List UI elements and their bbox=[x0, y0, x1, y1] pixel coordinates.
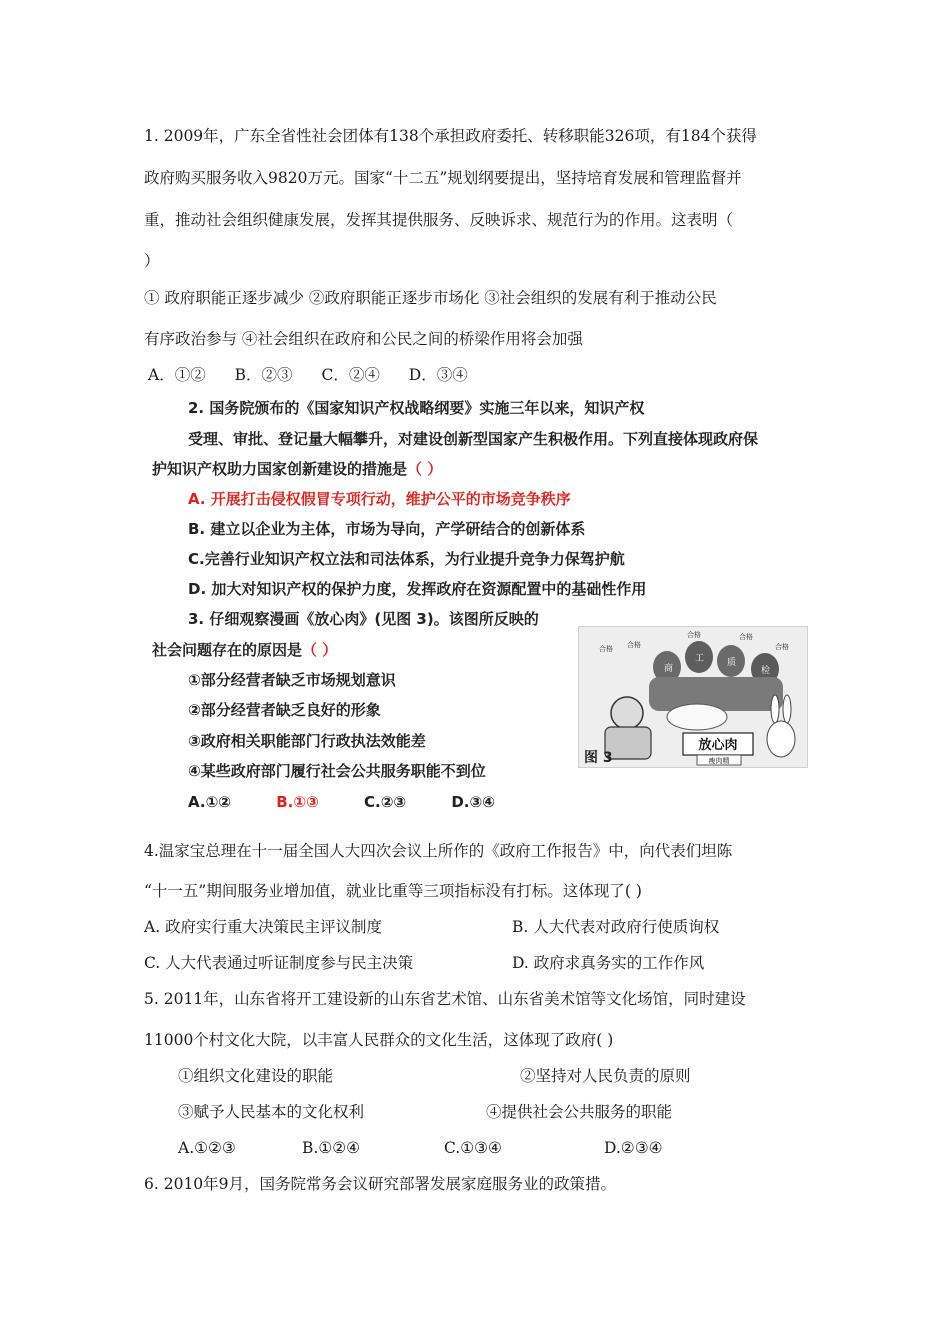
q2-option-a: A. 开展打击侵权假冒专项行动，维护公平的市场竞争秩序 bbox=[188, 490, 571, 508]
q5-line-1: 5. 2011年，山东省将开工建设新的山东省艺术馆、山东省美术馆等文化场馆，同时建设 bbox=[144, 990, 746, 1008]
q1-line-3: 重，推动社会组织健康发展，发挥其提供服务、反映诉求、规范行为的作用。这表明（ bbox=[144, 211, 734, 229]
q2-line-3-text: 护知识产权助力国家创新建设的措施是 bbox=[152, 460, 408, 478]
q4-option-b: B. 人大代表对政府行使质询权 bbox=[512, 918, 720, 936]
tag-1: 合格 bbox=[627, 641, 641, 649]
badge-3: 质 bbox=[727, 658, 737, 668]
q3-statement-2: ②部分经营者缺乏良好的形象 bbox=[188, 701, 381, 719]
q5-option-d: D.②③④ bbox=[604, 1139, 663, 1157]
q4-line-1: 4.温家宝总理在十一届全国人大四次会议上所作的《政府工作报告》中，向代表们坦陈 bbox=[144, 842, 733, 860]
officials-bodies bbox=[649, 677, 783, 711]
q3-answer-paren: （ ） bbox=[302, 641, 338, 659]
q3-option-d: D.③④ bbox=[451, 793, 495, 811]
q1-line-1: 1. 2009年，广东全省性社会团体有138个承担政府委托、转移职能326项，有184个获得 bbox=[144, 127, 757, 145]
rabbit-ear-left bbox=[771, 695, 779, 723]
q2-answer-paren: （ ） bbox=[407, 460, 443, 478]
q1-options bbox=[148, 365, 468, 385]
q1-option-d: D．③④ bbox=[408, 366, 468, 384]
q2-option-c: C.完善行业知识产权立法和司法体系，为行业提升竞争力保驾护航 bbox=[188, 550, 625, 568]
q5-statement-4: ④提供社会公共服务的职能 bbox=[486, 1103, 673, 1121]
q3-option-b: B.①③ bbox=[276, 793, 319, 811]
meat-pig bbox=[667, 704, 727, 730]
q3-line-1: 3. 仔细观察漫画《放心肉》(见图 3)。该图所反映的 bbox=[188, 610, 539, 628]
q3-statement-1: ①部分经营者缺乏市场规划意识 bbox=[188, 671, 396, 689]
badge-4: 检 bbox=[761, 666, 771, 676]
butcher-head bbox=[611, 697, 643, 729]
q3-options bbox=[188, 792, 495, 812]
sign-text: 放心肉 bbox=[698, 738, 738, 753]
q1-line-4: ） bbox=[144, 252, 160, 270]
q3-option-a: A.①② bbox=[188, 793, 231, 811]
badge-2: 工 bbox=[695, 654, 705, 664]
q1-line-2: 政府购买服务收入9820万元。国家“十二五”规划纲要提出，坚持培育发展和管理监督并 bbox=[144, 169, 742, 187]
cartoon-illustration bbox=[579, 627, 807, 767]
q3-line-2-text: 社会问题存在的原因是 bbox=[152, 641, 303, 659]
q4-option-a: A. 政府实行重大决策民主评议制度 bbox=[144, 918, 383, 936]
q1-option-b: B．②③ bbox=[234, 366, 293, 384]
q3-statement-4: ④某些政府部门履行社会公共服务职能不到位 bbox=[188, 762, 486, 780]
tag-4: 合格 bbox=[775, 643, 789, 651]
q3-option-c: C.②③ bbox=[364, 793, 407, 811]
q6-line-1: 6. 2010年9月，国务院常务会议研究部署发展家庭服务业的政策措。 bbox=[144, 1175, 617, 1193]
figure-caption: 图 3 bbox=[584, 750, 613, 766]
q3-statement-3: ③政府相关职能部门行政执法效能差 bbox=[188, 732, 426, 750]
cartoon-figure bbox=[578, 626, 808, 768]
q1-option-a: A．①② bbox=[148, 366, 206, 384]
q5-statement-2: ②坚持对人民负责的原则 bbox=[520, 1067, 691, 1085]
q2-line-2: 受理、审批、登记量大幅攀升，对建设创新型国家产生积极作用。下列直接体现政府保 bbox=[188, 430, 759, 448]
q2-option-b: B. 建立以企业为主体，市场为导向，产学研结合的创新体系 bbox=[188, 520, 586, 538]
q5-line-2: 11000个村文化大院，以丰富人民群众的文化生活，这体现了政府( ) bbox=[144, 1031, 614, 1049]
q4-option-d: D. 政府求真务实的工作作风 bbox=[512, 954, 705, 972]
rabbit-ear-right bbox=[783, 695, 791, 723]
q5-option-a: A.①②③ bbox=[178, 1139, 236, 1157]
tag-2: 合格 bbox=[687, 631, 701, 639]
q5-statement-1: ①组织文化建设的职能 bbox=[178, 1067, 334, 1085]
q1-option-c: C．②④ bbox=[321, 366, 380, 384]
q1-statements-line-2: 有序政治参与 ④社会组织在政府和公民之间的桥梁作用将会加强 bbox=[144, 330, 583, 348]
sub-sign-text: 瘦肉精 bbox=[708, 757, 730, 765]
q2-line-1: 2. 国务院颁布的《国家知识产权战略纲要》实施三年以来，知识产权 bbox=[188, 399, 645, 417]
q2-option-d: D. 加大对知识产权的保护力度，发挥政府在资源配置中的基础性作用 bbox=[188, 580, 647, 598]
badge-1: 商 bbox=[664, 664, 674, 674]
q3-line-2 bbox=[152, 640, 337, 660]
q1-statements-line-1: ① 政府职能正逐步减少 ②政府职能正逐步市场化 ③社会组织的发展有利于推动公民 bbox=[144, 289, 717, 307]
q5-statement-3: ③赋予人民基本的文化权利 bbox=[178, 1103, 365, 1121]
tag-3: 合格 bbox=[739, 633, 753, 641]
rabbit-body bbox=[767, 721, 795, 757]
q4-option-c: C. 人大代表通过听证制度参与民主决策 bbox=[144, 954, 414, 972]
q4-line-2: “十一五”期间服务业增加值，就业比重等三项指标没有打标。这体现了( ) bbox=[144, 882, 642, 900]
q5-option-c: C.①③④ bbox=[444, 1139, 502, 1157]
tag-5: 合格 bbox=[599, 645, 613, 653]
q5-option-b: B.①②④ bbox=[302, 1139, 361, 1157]
q2-line-3 bbox=[152, 459, 442, 479]
